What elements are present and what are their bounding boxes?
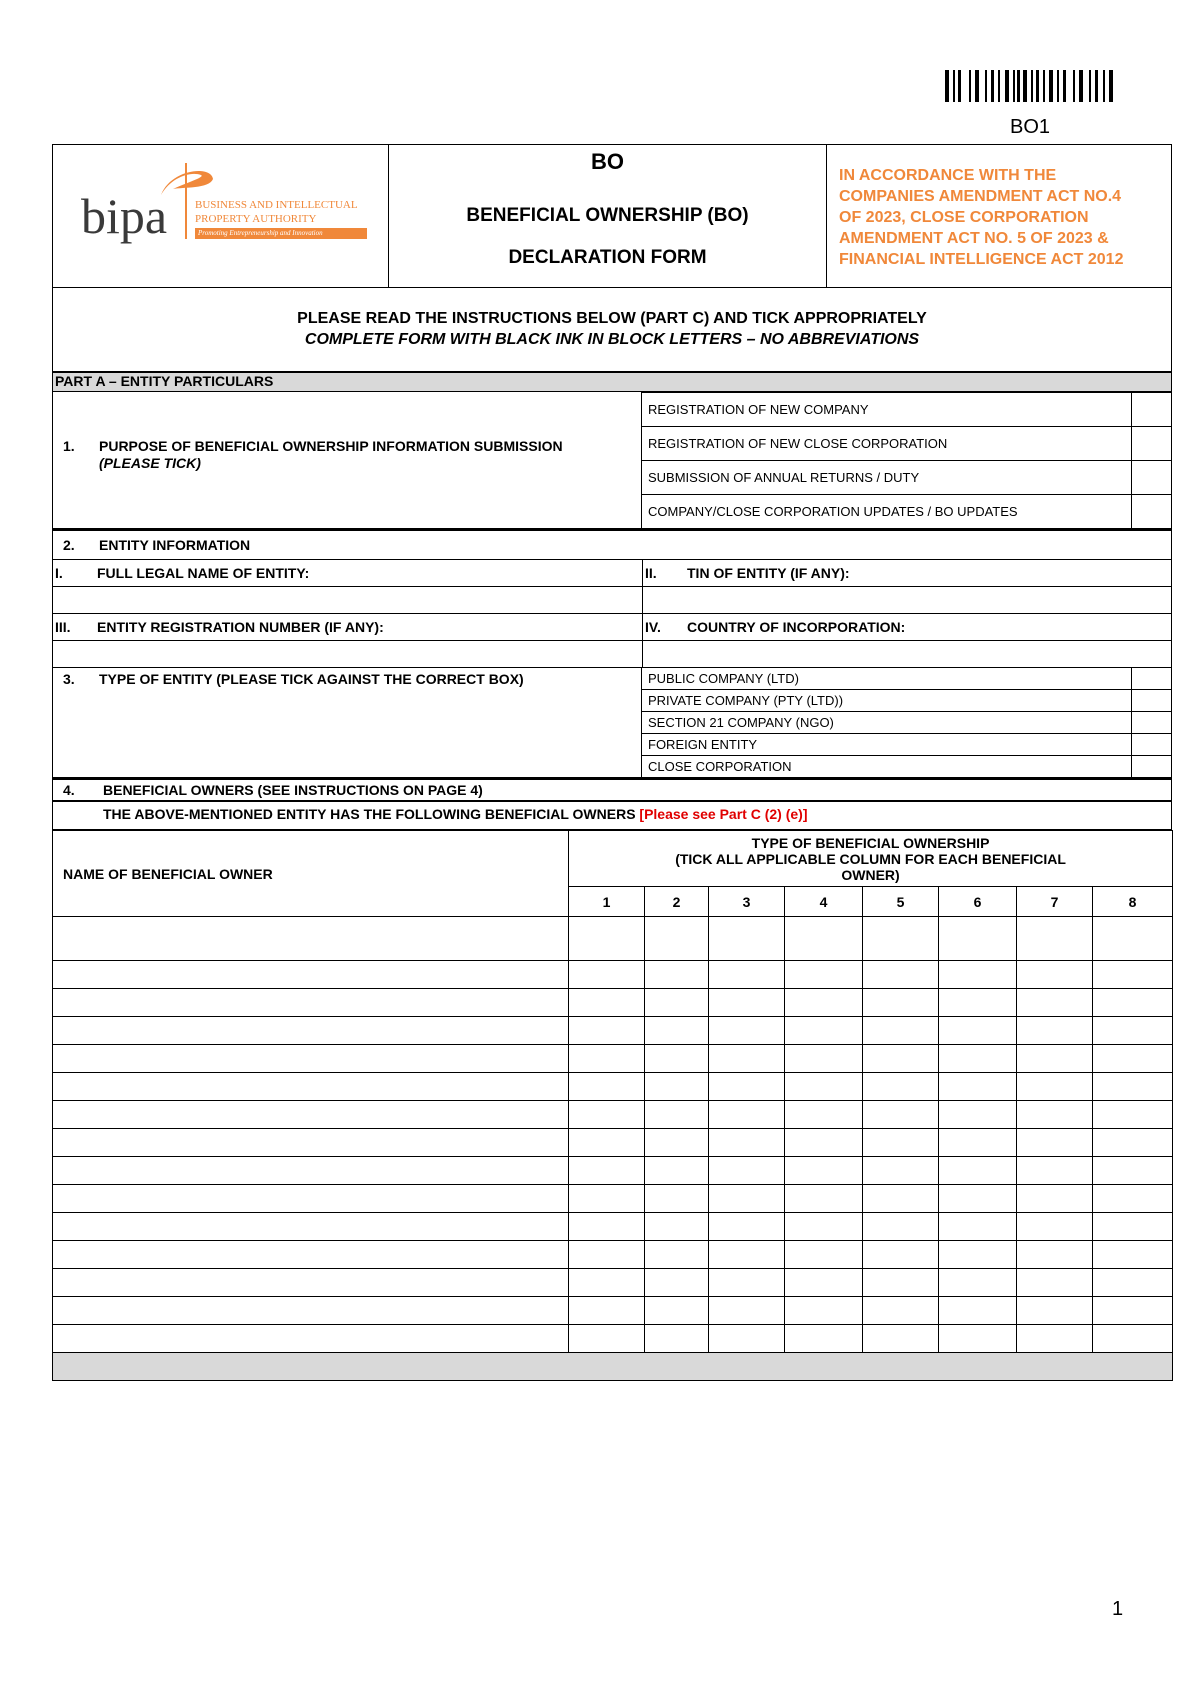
logo-divider bbox=[185, 163, 187, 239]
ownership-tick-cell[interactable] bbox=[709, 1185, 785, 1213]
ownership-tick-cell[interactable] bbox=[863, 1185, 939, 1213]
owner-name-field[interactable] bbox=[53, 1101, 569, 1129]
table-row bbox=[53, 1045, 1173, 1073]
form-title-line2: DECLARATION FORM bbox=[508, 247, 707, 268]
ownership-tick-cell[interactable] bbox=[939, 989, 1017, 1017]
ownership-tick-cell[interactable] bbox=[785, 1157, 863, 1185]
ownership-tick-cell[interactable] bbox=[863, 917, 939, 961]
form-title-line1: BENEFICIAL OWNERSHIP (BO) bbox=[466, 205, 749, 226]
ownership-tick-cell[interactable] bbox=[1093, 1269, 1173, 1297]
table-row bbox=[53, 1073, 1173, 1101]
ownership-tick-cell[interactable] bbox=[709, 917, 785, 961]
ownership-tick-cell[interactable] bbox=[863, 1017, 939, 1045]
entity-type-option: SECTION 21 COMPANY (NGO) bbox=[642, 712, 1132, 734]
ownership-type-col-2: 2 bbox=[645, 887, 709, 917]
ownership-tick-cell[interactable] bbox=[785, 1017, 863, 1045]
ownership-tick-cell[interactable] bbox=[645, 1269, 709, 1297]
ownership-tick-cell[interactable] bbox=[1093, 1101, 1173, 1129]
owner-name-field[interactable] bbox=[53, 917, 569, 961]
ownership-tick-cell[interactable] bbox=[569, 1073, 645, 1101]
instructions-box bbox=[52, 288, 1172, 372]
owner-name-field[interactable] bbox=[53, 1129, 569, 1157]
ownership-tick-cell[interactable] bbox=[1093, 1157, 1173, 1185]
ownership-tick-cell[interactable] bbox=[785, 1269, 863, 1297]
ownership-tick-cell[interactable] bbox=[1093, 1045, 1173, 1073]
ownership-tick-cell[interactable] bbox=[569, 1269, 645, 1297]
part-a-title: PART A – ENTITY PARTICULARS bbox=[52, 372, 1172, 392]
owner-name-field[interactable] bbox=[53, 1241, 569, 1269]
owner-name-field[interactable] bbox=[53, 1297, 569, 1325]
ownership-tick-cell[interactable] bbox=[569, 1101, 645, 1129]
ownership-tick-cell[interactable] bbox=[645, 1325, 709, 1353]
entity-info-table bbox=[52, 559, 1172, 668]
ownership-tick-cell[interactable] bbox=[1017, 1213, 1093, 1241]
ownership-tick-cell[interactable] bbox=[1093, 917, 1173, 961]
logo-line2: PROPERTY AUTHORITY bbox=[195, 213, 317, 225]
ownership-tick-cell[interactable] bbox=[569, 961, 645, 989]
ownership-tick-cell[interactable] bbox=[645, 1073, 709, 1101]
ownership-tick-cell[interactable] bbox=[785, 961, 863, 989]
ownership-tick-cell[interactable] bbox=[1093, 1297, 1173, 1325]
type-header-line2: (TICK ALL APPLICABLE COLUMN FOR EACH BENEFICIAL bbox=[675, 850, 1066, 867]
section-2-label: ENTITY INFORMATION bbox=[99, 537, 251, 553]
ownership-tick-cell[interactable] bbox=[1093, 1073, 1173, 1101]
ownership-tick-cell[interactable] bbox=[645, 1129, 709, 1157]
ownership-tick-cell[interactable] bbox=[709, 989, 785, 1017]
entity-type-options bbox=[641, 667, 1172, 778]
ownership-tick-cell[interactable] bbox=[1093, 1325, 1173, 1353]
ownership-type-col-4: 4 bbox=[785, 887, 863, 917]
ownership-tick-cell[interactable] bbox=[863, 1073, 939, 1101]
entity-type-tickbox[interactable] bbox=[1132, 734, 1172, 756]
full-legal-name-label: FULL LEGAL NAME OF ENTITY: bbox=[97, 565, 310, 581]
logo-word: bipa bbox=[81, 188, 168, 244]
owner-name-field[interactable] bbox=[53, 989, 569, 1017]
page-number: 1 bbox=[1112, 1598, 1124, 1620]
ownership-tick-cell[interactable] bbox=[863, 1241, 939, 1269]
ownership-tick-cell[interactable] bbox=[939, 1325, 1017, 1353]
owner-name-field[interactable] bbox=[53, 1269, 569, 1297]
ownership-tick-cell[interactable] bbox=[569, 1185, 645, 1213]
ownership-tick-cell[interactable] bbox=[645, 1213, 709, 1241]
ownership-tick-cell[interactable] bbox=[709, 1045, 785, 1073]
table-row bbox=[53, 1269, 1173, 1297]
ownership-tick-cell[interactable] bbox=[645, 989, 709, 1017]
logo-tagline: Promoting Entrepreneurship and Innovation bbox=[195, 228, 367, 239]
full-legal-name-field[interactable] bbox=[53, 587, 643, 614]
ownership-tick-cell[interactable] bbox=[645, 1157, 709, 1185]
ownership-tick-cell[interactable] bbox=[569, 1213, 645, 1241]
section-3-label: TYPE OF ENTITY (PLEASE TICK AGAINST THE CORRECT BOX) bbox=[99, 671, 524, 687]
ownership-tick-cell[interactable] bbox=[785, 1325, 863, 1353]
section-4-note-ref: [Please see Part C (2) (e)] bbox=[639, 806, 808, 822]
ownership-tick-cell[interactable] bbox=[1017, 1325, 1093, 1353]
ownership-tick-cell[interactable] bbox=[569, 1157, 645, 1185]
section-1-left bbox=[52, 392, 642, 528]
owner-name-field[interactable] bbox=[53, 1073, 569, 1101]
owner-name-field[interactable] bbox=[53, 1157, 569, 1185]
tin-label: TIN OF ENTITY (IF ANY): bbox=[687, 565, 850, 581]
ownership-tick-cell[interactable] bbox=[785, 1297, 863, 1325]
form-code: BO bbox=[591, 149, 624, 174]
owner-name-field[interactable] bbox=[53, 961, 569, 989]
ownership-tick-cell[interactable] bbox=[569, 1129, 645, 1157]
ownership-tick-cell[interactable] bbox=[939, 1045, 1017, 1073]
ownership-tick-cell[interactable] bbox=[1093, 1241, 1173, 1269]
ownership-tick-cell[interactable] bbox=[785, 1129, 863, 1157]
ownership-tick-cell[interactable] bbox=[939, 961, 1017, 989]
ownership-tick-cell[interactable] bbox=[1017, 1017, 1093, 1045]
ownership-tick-cell[interactable] bbox=[1017, 1045, 1093, 1073]
ownership-tick-cell[interactable] bbox=[863, 1297, 939, 1325]
ownership-tick-cell[interactable] bbox=[645, 917, 709, 961]
barcode-code: BO1 bbox=[1010, 116, 1051, 138]
ownership-tick-cell[interactable] bbox=[569, 1297, 645, 1325]
ownership-tick-cell[interactable] bbox=[709, 1241, 785, 1269]
ownership-tick-cell[interactable] bbox=[709, 1213, 785, 1241]
ownership-tick-cell[interactable] bbox=[709, 1017, 785, 1045]
registration-number-field[interactable] bbox=[53, 641, 643, 668]
ownership-tick-cell[interactable] bbox=[939, 1017, 1017, 1045]
entity-type-option: PUBLIC COMPANY (LTD) bbox=[642, 668, 1132, 690]
purpose-option: REGISTRATION OF NEW CLOSE CORPORATION bbox=[642, 427, 1132, 461]
entity-type-tickbox[interactable] bbox=[1132, 756, 1172, 778]
section-4-header bbox=[52, 780, 1172, 830]
owner-name-field[interactable] bbox=[53, 1045, 569, 1073]
ownership-tick-cell[interactable] bbox=[785, 1101, 863, 1129]
entity-type-tickbox[interactable] bbox=[1132, 668, 1172, 690]
ownership-tick-cell[interactable] bbox=[1017, 1101, 1093, 1129]
ownership-tick-cell[interactable] bbox=[1017, 1129, 1093, 1157]
table-row bbox=[53, 1185, 1173, 1213]
ownership-tick-cell[interactable] bbox=[863, 1269, 939, 1297]
field-1-number: I. bbox=[55, 565, 63, 581]
table-row bbox=[53, 1157, 1173, 1185]
purpose-tickbox[interactable] bbox=[1132, 461, 1172, 495]
ownership-tick-cell[interactable] bbox=[569, 989, 645, 1017]
table-row bbox=[53, 1101, 1173, 1129]
legal-line4: AMENDMENT ACT NO. 5 OF 2023 & bbox=[839, 230, 1109, 247]
ownership-tick-cell[interactable] bbox=[785, 917, 863, 961]
ownership-tick-cell[interactable] bbox=[785, 1045, 863, 1073]
entity-type-tickbox[interactable] bbox=[1132, 690, 1172, 712]
owner-name-field[interactable] bbox=[53, 1185, 569, 1213]
ownership-tick-cell[interactable] bbox=[785, 1241, 863, 1269]
ownership-tick-cell[interactable] bbox=[1017, 961, 1093, 989]
type-column-header bbox=[569, 831, 1173, 887]
ownership-tick-cell[interactable] bbox=[709, 1101, 785, 1129]
section-4-label: BENEFICIAL OWNERS (SEE INSTRUCTIONS ON PAGE 4) bbox=[103, 782, 483, 798]
purpose-tickbox[interactable] bbox=[1132, 495, 1172, 529]
table-row bbox=[53, 1213, 1173, 1241]
ownership-tick-cell[interactable] bbox=[1093, 1185, 1173, 1213]
owner-name-field[interactable] bbox=[53, 1017, 569, 1045]
field-3-number: III. bbox=[55, 619, 71, 635]
ownership-tick-cell[interactable] bbox=[1017, 989, 1093, 1017]
section-1-options bbox=[641, 392, 1172, 529]
section-3-left bbox=[52, 667, 642, 777]
instructions-line1: PLEASE READ THE INSTRUCTIONS BELOW (PART C) AND TICK APPROPRIATELY bbox=[297, 310, 927, 327]
section-1-sublabel: (PLEASE TICK) bbox=[99, 455, 201, 471]
section-3-number: 3. bbox=[63, 671, 75, 687]
ownership-tick-cell[interactable] bbox=[863, 989, 939, 1017]
owner-name-field[interactable] bbox=[53, 1325, 569, 1353]
ownership-tick-cell[interactable] bbox=[1093, 961, 1173, 989]
section-4-number: 4. bbox=[63, 782, 75, 798]
ownership-tick-cell[interactable] bbox=[939, 1073, 1017, 1101]
ownership-tick-cell[interactable] bbox=[785, 989, 863, 1017]
ownership-tick-cell[interactable] bbox=[939, 1157, 1017, 1185]
ownership-tick-cell[interactable] bbox=[1017, 1269, 1093, 1297]
purpose-tickbox[interactable] bbox=[1132, 427, 1172, 461]
ownership-type-col-6: 6 bbox=[939, 887, 1017, 917]
ownership-tick-cell[interactable] bbox=[1017, 1241, 1093, 1269]
ownership-tick-cell[interactable] bbox=[569, 1325, 645, 1353]
ownership-tick-cell[interactable] bbox=[863, 1325, 939, 1353]
ownership-tick-cell[interactable] bbox=[863, 1101, 939, 1129]
ownership-tick-cell[interactable] bbox=[939, 1129, 1017, 1157]
entity-type-tickbox[interactable] bbox=[1132, 712, 1172, 734]
ownership-tick-cell[interactable] bbox=[569, 917, 645, 961]
ownership-type-col-3: 3 bbox=[709, 887, 785, 917]
ownership-tick-cell[interactable] bbox=[939, 1185, 1017, 1213]
section-2-header bbox=[52, 531, 1172, 559]
table-row bbox=[53, 1297, 1173, 1325]
legal-line5: FINANCIAL INTELLIGENCE ACT 2012 bbox=[839, 251, 1124, 268]
type-header-line1: TYPE OF BENEFICIAL OWNERSHIP bbox=[751, 834, 990, 851]
type-header-line3: OWNER) bbox=[841, 866, 900, 883]
ownership-tick-cell[interactable] bbox=[939, 1297, 1017, 1325]
ownership-tick-cell[interactable] bbox=[645, 1297, 709, 1325]
section-1-number: 1. bbox=[63, 438, 75, 454]
section-4-note: THE ABOVE-MENTIONED ENTITY HAS THE FOLLOWING BENEFICIAL OWNERS bbox=[103, 806, 636, 822]
ownership-tick-cell[interactable] bbox=[939, 1269, 1017, 1297]
ownership-tick-cell[interactable] bbox=[569, 1017, 645, 1045]
ownership-tick-cell[interactable] bbox=[645, 1241, 709, 1269]
ownership-tick-cell[interactable] bbox=[939, 1101, 1017, 1129]
tin-field[interactable] bbox=[643, 587, 1172, 614]
title-cell bbox=[389, 145, 827, 288]
beneficial-owners-table bbox=[52, 830, 1173, 1381]
table-row bbox=[53, 961, 1173, 989]
ownership-tick-cell[interactable] bbox=[709, 961, 785, 989]
table-row bbox=[53, 1325, 1173, 1353]
ownership-tick-cell[interactable] bbox=[939, 917, 1017, 961]
ownership-tick-cell[interactable] bbox=[863, 1129, 939, 1157]
ownership-tick-cell[interactable] bbox=[1017, 1185, 1093, 1213]
logo-line1: BUSINESS AND INTELLECTUAL bbox=[195, 199, 358, 211]
ownership-tick-cell[interactable] bbox=[863, 961, 939, 989]
ownership-tick-cell[interactable] bbox=[645, 961, 709, 989]
barcode bbox=[945, 70, 1135, 106]
ownership-tick-cell[interactable] bbox=[569, 1241, 645, 1269]
header-table bbox=[52, 144, 1172, 288]
purpose-tickbox[interactable] bbox=[1132, 393, 1172, 427]
ownership-tick-cell[interactable] bbox=[939, 1213, 1017, 1241]
ownership-tick-cell[interactable] bbox=[1017, 1297, 1093, 1325]
legal-cell bbox=[827, 145, 1172, 288]
ownership-tick-cell[interactable] bbox=[1093, 1129, 1173, 1157]
ownership-tick-cell[interactable] bbox=[1093, 1017, 1173, 1045]
field-2-number: II. bbox=[645, 565, 657, 581]
purpose-option: COMPANY/CLOSE CORPORATION UPDATES / BO UPDATES bbox=[642, 495, 1132, 529]
entity-type-option: PRIVATE COMPANY (PTY (LTD)) bbox=[642, 690, 1132, 712]
section-1-label: PURPOSE OF BENEFICIAL OWNERSHIP INFORMATION SUBMISSION bbox=[99, 438, 563, 454]
ownership-tick-cell[interactable] bbox=[709, 1269, 785, 1297]
entity-type-option: CLOSE CORPORATION bbox=[642, 756, 1132, 778]
ownership-type-col-1: 1 bbox=[569, 887, 645, 917]
table-footer-bar bbox=[53, 1353, 1173, 1381]
ownership-tick-cell[interactable] bbox=[785, 1073, 863, 1101]
ownership-tick-cell[interactable] bbox=[645, 1101, 709, 1129]
purpose-option: SUBMISSION OF ANNUAL RETURNS / DUTY bbox=[642, 461, 1132, 495]
legal-line2: COMPANIES AMENDMENT ACT NO.4 bbox=[839, 188, 1122, 205]
table-row bbox=[53, 1129, 1173, 1157]
ownership-tick-cell[interactable] bbox=[709, 1129, 785, 1157]
ownership-type-col-8: 8 bbox=[1093, 887, 1173, 917]
ownership-tick-cell[interactable] bbox=[863, 1045, 939, 1073]
legal-line3: OF 2023, CLOSE CORPORATION bbox=[839, 209, 1089, 226]
name-column-header: NAME OF BENEFICIAL OWNER bbox=[53, 831, 569, 917]
logo-cell bbox=[53, 145, 389, 288]
ownership-tick-cell[interactable] bbox=[709, 1325, 785, 1353]
ownership-tick-cell[interactable] bbox=[785, 1213, 863, 1241]
ownership-tick-cell[interactable] bbox=[1017, 917, 1093, 961]
ownership-tick-cell[interactable] bbox=[1093, 989, 1173, 1017]
ownership-tick-cell[interactable] bbox=[645, 1185, 709, 1213]
instructions-line2: COMPLETE FORM WITH BLACK INK IN BLOCK LETTERS – NO ABBREVIATIONS bbox=[304, 331, 920, 348]
ownership-tick-cell[interactable] bbox=[645, 1045, 709, 1073]
purpose-option: REGISTRATION OF NEW COMPANY bbox=[642, 393, 1132, 427]
field-4-number: IV. bbox=[645, 619, 661, 635]
ownership-type-col-7: 7 bbox=[1017, 887, 1093, 917]
ownership-tick-cell[interactable] bbox=[939, 1241, 1017, 1269]
section-2-number: 2. bbox=[63, 537, 75, 553]
table-row bbox=[53, 1017, 1173, 1045]
entity-type-option: FOREIGN ENTITY bbox=[642, 734, 1132, 756]
table-row bbox=[53, 917, 1173, 961]
ownership-tick-cell[interactable] bbox=[1017, 1157, 1093, 1185]
country-of-incorporation-field[interactable] bbox=[643, 641, 1172, 668]
ownership-tick-cell[interactable] bbox=[1017, 1073, 1093, 1101]
ownership-tick-cell[interactable] bbox=[785, 1185, 863, 1213]
ownership-type-col-5: 5 bbox=[863, 887, 939, 917]
ownership-tick-cell[interactable] bbox=[863, 1157, 939, 1185]
table-row bbox=[53, 1241, 1173, 1269]
owner-name-field[interactable] bbox=[53, 1213, 569, 1241]
legal-line1: IN ACCORDANCE WITH THE bbox=[839, 167, 1057, 184]
ownership-tick-cell[interactable] bbox=[709, 1297, 785, 1325]
ownership-tick-cell[interactable] bbox=[709, 1073, 785, 1101]
ownership-tick-cell[interactable] bbox=[1093, 1213, 1173, 1241]
ownership-tick-cell[interactable] bbox=[709, 1157, 785, 1185]
table-row bbox=[53, 989, 1173, 1017]
ownership-tick-cell[interactable] bbox=[863, 1213, 939, 1241]
ownership-tick-cell[interactable] bbox=[645, 1017, 709, 1045]
country-of-incorporation-label: COUNTRY OF INCORPORATION: bbox=[687, 619, 906, 635]
registration-number-label: ENTITY REGISTRATION NUMBER (IF ANY): bbox=[97, 619, 384, 635]
ownership-tick-cell[interactable] bbox=[569, 1045, 645, 1073]
